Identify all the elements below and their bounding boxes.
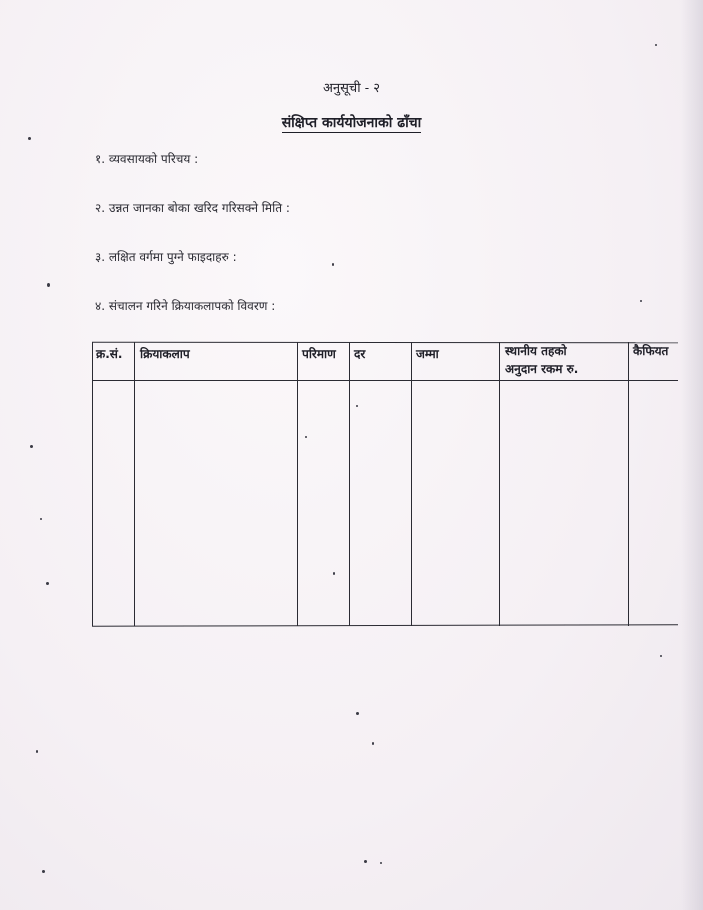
scan-speck	[380, 862, 382, 864]
col-header-total: जम्मा	[416, 347, 439, 361]
col-divider-2	[297, 342, 298, 626]
scan-speck	[332, 263, 334, 266]
scan-speck	[372, 742, 374, 745]
scan-speck	[305, 436, 307, 438]
scan-speck	[40, 518, 42, 520]
col-header-local-grant-line1: स्थानीय तहको	[505, 344, 567, 358]
scan-speck	[364, 860, 367, 863]
item-purchase-date: २. उन्नत जानका बोका खरिद गरिसक्ने मिति :	[95, 201, 290, 215]
item-target-benefits: ३. लक्षित वर्गमा पुग्ने फाइदाहरु :	[95, 250, 237, 264]
scan-speck	[655, 44, 657, 46]
scan-speck	[333, 572, 335, 575]
col-divider-5	[499, 342, 500, 626]
scan-speck	[36, 750, 38, 753]
scan-speck	[47, 283, 50, 287]
item-business-intro: १. व्यवसायको परिचय :	[95, 152, 199, 166]
form-title	[0, 113, 703, 132]
scan-speck	[356, 405, 358, 407]
scan-speck	[46, 582, 49, 585]
col-divider-1	[134, 342, 135, 626]
table-bottom-border	[92, 624, 678, 627]
scan-speck	[30, 445, 33, 448]
activity-table	[92, 342, 678, 628]
scan-speck	[42, 870, 45, 873]
scan-speck	[28, 137, 31, 140]
col-divider-6	[628, 342, 629, 626]
table-header-divider	[92, 380, 678, 381]
col-header-quantity: परिमाण	[302, 347, 336, 361]
scan-speck	[640, 300, 642, 302]
col-header-serial: क्र.सं.	[96, 347, 123, 361]
col-header-remarks: कैफियत	[633, 344, 669, 358]
annex-label: अनुसूची - २	[323, 81, 380, 96]
scan-speck	[356, 712, 359, 715]
col-header-rate: दर	[354, 347, 366, 361]
col-divider-4	[411, 342, 412, 626]
table-top-border	[92, 342, 678, 344]
form-title-text: संक्षिप्त कार्ययोजनाको ढाँचा	[281, 115, 422, 131]
col-header-activity: क्रियाकलाप	[140, 347, 190, 361]
page-edge-shadow	[681, 0, 703, 910]
table-left-border	[92, 342, 93, 626]
scan-speck	[660, 655, 662, 657]
col-header-local-grant-line2: अनुदान रकम रु.	[505, 362, 579, 376]
item-activity-details: ४. संचालन गरिने क्रियाकलापको विवरण :	[95, 299, 276, 313]
col-divider-3	[349, 342, 350, 626]
